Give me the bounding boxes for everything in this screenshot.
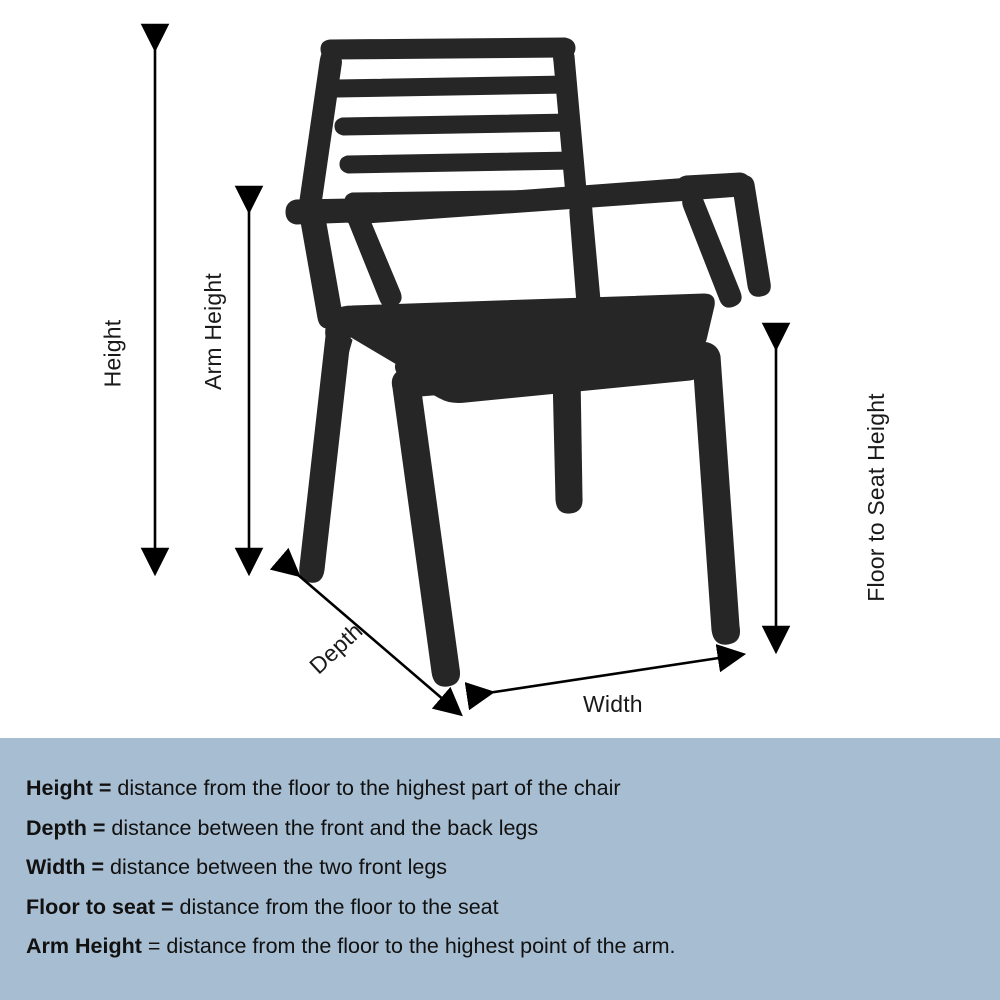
label-width: Width [583,691,643,717]
label-floor-to-seat-height: Floor to Seat Height [862,393,889,602]
legend-row [26,936,1000,958]
legend-term: Depth = [26,815,106,840]
legend-row [26,815,1000,840]
label-arm-height: Arm Height [200,272,227,391]
legend-definition: distance between the front and the back legs [105,815,539,840]
legend-term: Arm Height [26,934,142,958]
legend-term: Floor to seat = [26,894,174,919]
legend-panel [0,738,1000,1000]
legend-definition: distance from the floor to the seat [173,894,499,919]
legend-row [26,894,1000,919]
legend-term: Width = [26,855,105,879]
label-depth: Depth [304,617,368,679]
label-height: Height [99,319,126,388]
legend-definition: distance between the two front legs [104,855,448,879]
legend-term: Height = [26,776,112,800]
legend-definition: = distance from the floor to the highest point of the arm. [141,934,676,958]
legend-row [26,857,1000,879]
legend-row [26,778,1000,800]
legend-definition: distance from the floor to the highest part of the chair [111,776,621,800]
